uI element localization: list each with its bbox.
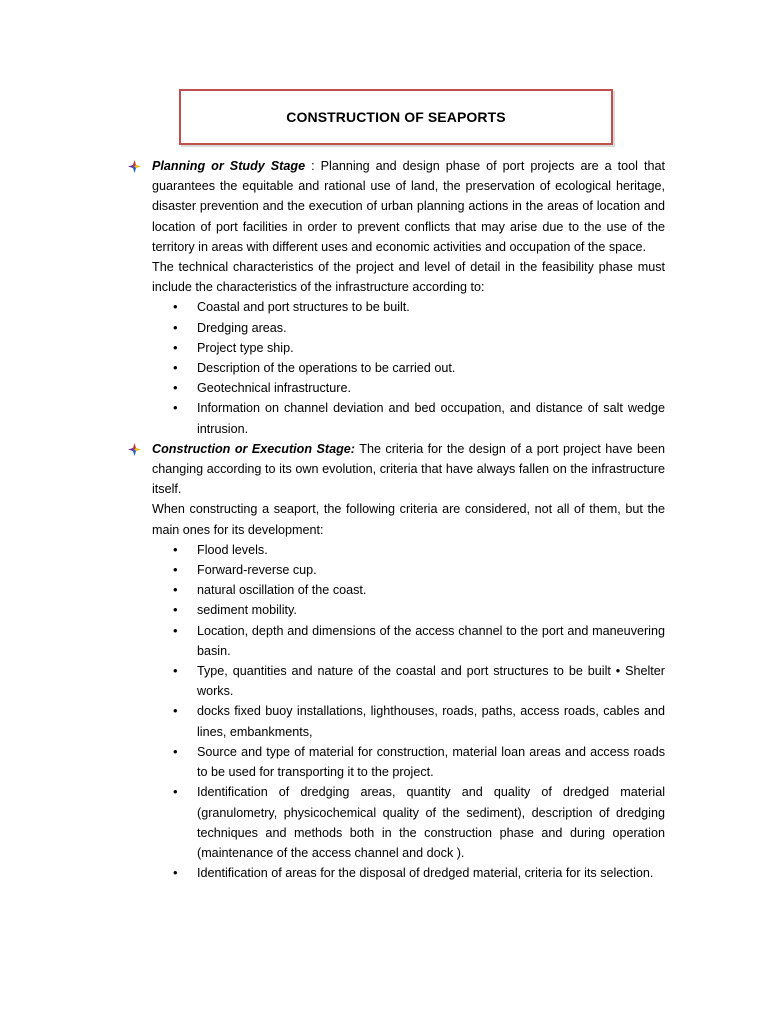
bullet-dot-icon: •	[173, 339, 178, 355]
title-box	[179, 89, 613, 145]
bullet-dot-icon: •	[173, 319, 178, 335]
section-intro-text: : Planning and design phase of port projects are a tool that guarantees the equitable and rational use of land, the preservation of ecological heritage, disaster prevention and the execution of urban planning actions in the areas of location and location of port facilities in order to prevent conflicts that may arise due to the use of the territory in areas with different uses and economic activities and occupation of the space.	[152, 159, 665, 254]
list-item: • Identification of areas for the disposal of dredged material, criteria for its selection.	[152, 863, 665, 883]
bullet-dot-icon: •	[173, 865, 178, 881]
document-body	[125, 156, 665, 883]
section-heading: Construction or Execution Stage:	[152, 441, 356, 456]
bullet-dot-icon: •	[173, 663, 178, 679]
list-item: • Type, quantities and nature of the coastal and port structures to be built • Shelter works.	[173, 663, 665, 699]
list-item: • Coastal and port structures to be built.	[152, 297, 665, 317]
list-item: • Project type ship.	[152, 338, 665, 358]
section-construction-stage	[125, 439, 665, 883]
bullet-dot-icon: •	[173, 784, 178, 800]
bullet-list	[152, 297, 665, 438]
section-intro-text: The criteria for the design of a port project have been changing according to its own evolution, criteria that have always fallen on the infrastructure itself.	[152, 441, 665, 497]
bullet-list	[152, 540, 665, 883]
bullet-dot-icon: •	[173, 360, 178, 376]
bullet-dot-icon: •	[173, 299, 178, 315]
list-item: • Location, depth and dimensions of the access channel to the port and maneuvering basin.	[173, 622, 665, 658]
four-color-diamond-bullet-icon	[128, 160, 141, 173]
list-item: • Source and type of material for construction, material loan areas and access roads to be used for transporting it to the project.	[173, 743, 665, 780]
list-item: • Geotechnical infrastructure.	[152, 378, 665, 398]
bullet-dot-icon: •	[173, 380, 178, 396]
bullet-dot-icon: •	[173, 703, 178, 719]
bullet-dot-icon: •	[173, 400, 178, 416]
bullet-dot-icon: •	[173, 602, 178, 618]
bullet-dot-icon: •	[173, 541, 178, 557]
four-color-diamond-bullet-icon	[128, 443, 141, 456]
section-intro	[152, 156, 665, 257]
bullet-dot-icon: •	[173, 562, 178, 578]
section-paragraph: When constructing a seaport, the following criteria are considered, not all of them, but the main ones for its development:	[152, 502, 665, 537]
section-paragraph: The technical characteristics of the project and level of detail in the feasibility phase must include the characteristics of the infrastructure according to:	[152, 260, 665, 295]
list-item: • Description of the operations to be carried out.	[152, 358, 665, 378]
list-item: • Identification of dredging areas, quantity and quality of dredged material (granulometry, physicochemical quality of the sediment), description of dredging techniques and methods both in the construction phase and during operation (maintenance of the access channel and dock ).	[173, 784, 665, 860]
section-heading: Planning or Study Stage	[152, 159, 306, 173]
bullet-dot-icon: •	[173, 622, 178, 638]
section-planning-stage	[125, 156, 665, 439]
list-item: • Forward-reverse cup.	[152, 560, 665, 580]
list-item: • Information on channel deviation and bed occupation, and distance of salt wedge intrusion.	[173, 400, 665, 436]
bullet-dot-icon: •	[173, 743, 178, 759]
list-item: • docks fixed buoy installations, lighthouses, roads, paths, access roads, cables and lines, embankments,	[173, 703, 665, 739]
list-item: • natural oscillation of the coast.	[152, 580, 665, 600]
list-item: • sediment mobility.	[152, 600, 665, 620]
document-title: CONSTRUCTION OF SEAPORTS	[286, 109, 506, 125]
list-item: • Flood levels.	[152, 540, 665, 560]
section-intro	[152, 439, 665, 500]
bullet-dot-icon: •	[173, 582, 178, 598]
list-item: • Dredging areas.	[152, 318, 665, 338]
